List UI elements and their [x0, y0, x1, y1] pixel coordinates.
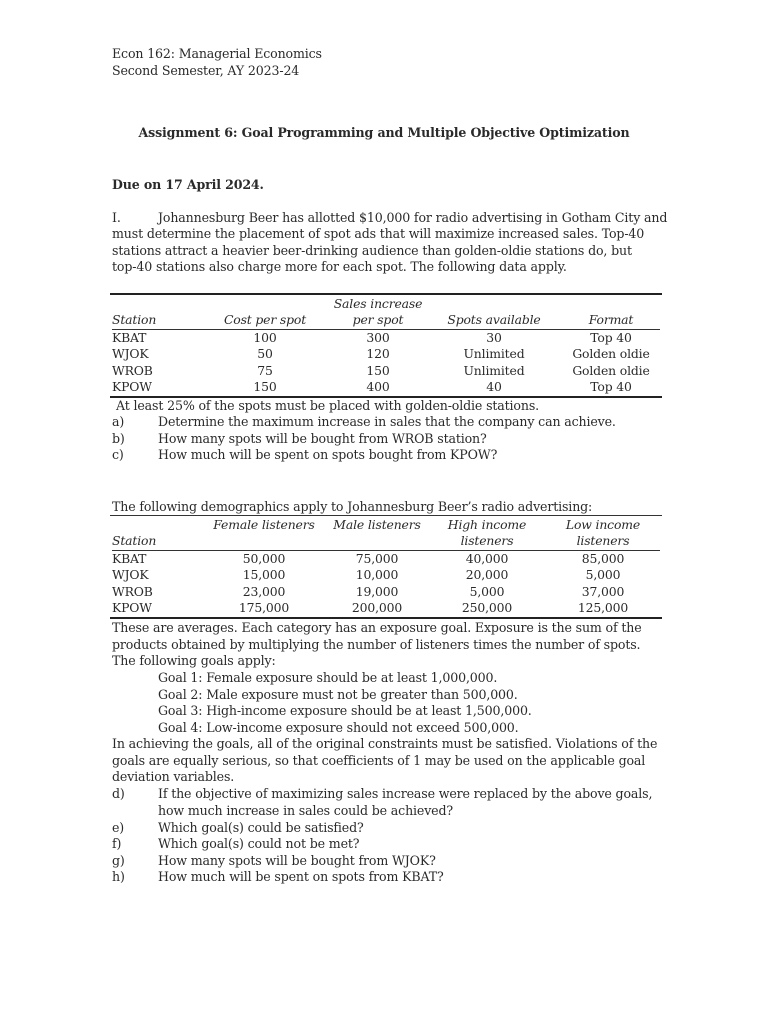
col-header-female: Female listeners [213, 517, 315, 532]
table-row: KBAT 100 300 30 Top 40 [112, 329, 632, 345]
question-c: c) How much will be spent on spots bought from KPOW? [112, 447, 498, 462]
table-row: WJOK 15,000 10,000 20,000 5,000 [112, 567, 621, 583]
table-header-row-top [112, 296, 660, 312]
constraint-note: At least 25% of the spots must be placed with golden-oldie stations. [116, 398, 539, 413]
question-d: d) If the objective of maximizing sales increase were replaced by the above goals, how much increase in sales could be achieved? [112, 786, 653, 818]
col-header-sales-increase: Sales increase [333, 296, 423, 311]
col-header-station: Station [112, 533, 157, 549]
demo-header-row: Station listeners listeners [112, 533, 660, 550]
intro-paragraph: must determine the placement of spot ads that will maximize increased sales. Top-40 stations attract a heavier beer-drinking audience than golden-oldie stations do, but top-40 stations also charge more for each spot. The following data apply. [112, 226, 645, 275]
question-h: h) How much will be spent on spots from KBAT? [112, 869, 444, 884]
semester: Second Semester, AY 2023-24 [112, 63, 300, 78]
question-a: a) Determine the maximum increase in sales that the company can achieve. [112, 414, 616, 429]
section-number: I. [112, 210, 121, 225]
col-header-low-income: Low income [565, 517, 641, 532]
due-date: Due on 17 April 2024. [112, 177, 264, 192]
course-name: Econ 162: Managerial Economics [112, 46, 322, 61]
col-header-spots-available: Spots available [447, 312, 541, 328]
col-header-male: Male listeners [333, 517, 421, 532]
goal-3: Goal 3: High-income exposure should be at least 1,500,000. [158, 703, 532, 718]
question-e: e) Which goal(s) could be satisfied? [112, 820, 364, 835]
goal-2: Goal 2: Male exposure must not be greater than 500,000. [158, 687, 518, 702]
table-row: KPOW 150 400 40 Top 40 [112, 379, 632, 395]
col-header-per-spot: per spot [352, 312, 404, 328]
intro-line-1: Johannesburg Beer has allotted $10,000 for radio advertising in Gotham City and [158, 210, 668, 225]
station-table [112, 296, 660, 395]
question-f: f) Which goal(s) could not be met? [112, 836, 360, 851]
demo-table-bottom-border [110, 617, 662, 619]
col-header-high-income: High income [447, 517, 527, 532]
goal-4: Goal 4: Low-income exposure should not exceed 500,000. [158, 720, 519, 735]
assignment-title: Assignment 6: Goal Programming and Multiple Objective Optimization [138, 125, 630, 140]
table-row: KPOW 175,000 200,000 250,000 125,000 [112, 600, 629, 616]
demographics-table [112, 517, 660, 616]
table-row: WROB 23,000 19,000 5,000 37,000 [112, 583, 625, 599]
table-row: WJOK 50 120 Unlimited Golden oldie [112, 346, 650, 362]
table-row: KBAT 50,000 75,000 40,000 85,000 [112, 550, 625, 566]
col-header-station: Station [112, 312, 157, 328]
table-header-row [112, 312, 660, 329]
table-row: WROB 75 150 Unlimited Golden oldie [112, 362, 650, 378]
col-header-cost: Cost per spot [223, 312, 307, 328]
exposure-paragraph: These are averages. Each category has an exposure goal. Exposure is the sum of the products obtained by multiplying the number of listeners times the number of spots. The following goals apply: [112, 620, 642, 669]
demo-table-top-border [110, 515, 662, 516]
table-top-border [110, 293, 662, 295]
demo-header-row-top [112, 517, 660, 533]
constraints-paragraph: In achieving the goals, all of the original constraints must be satisfied. Violations of the goals are equally serious, so that coefficients of 1 may be used on the applicable goal deviation variables. [112, 736, 658, 785]
question-g: g) How many spots will be bought from WJOK? [112, 853, 436, 868]
goal-1: Goal 1: Female exposure should be at least 1,000,000. [158, 670, 498, 685]
col-header-format: Format [588, 312, 634, 328]
demographics-intro: The following demographics apply to Johannesburg Beer’s radio advertising: [112, 499, 593, 514]
question-b: b) How many spots will be bought from WROB station? [112, 431, 487, 446]
